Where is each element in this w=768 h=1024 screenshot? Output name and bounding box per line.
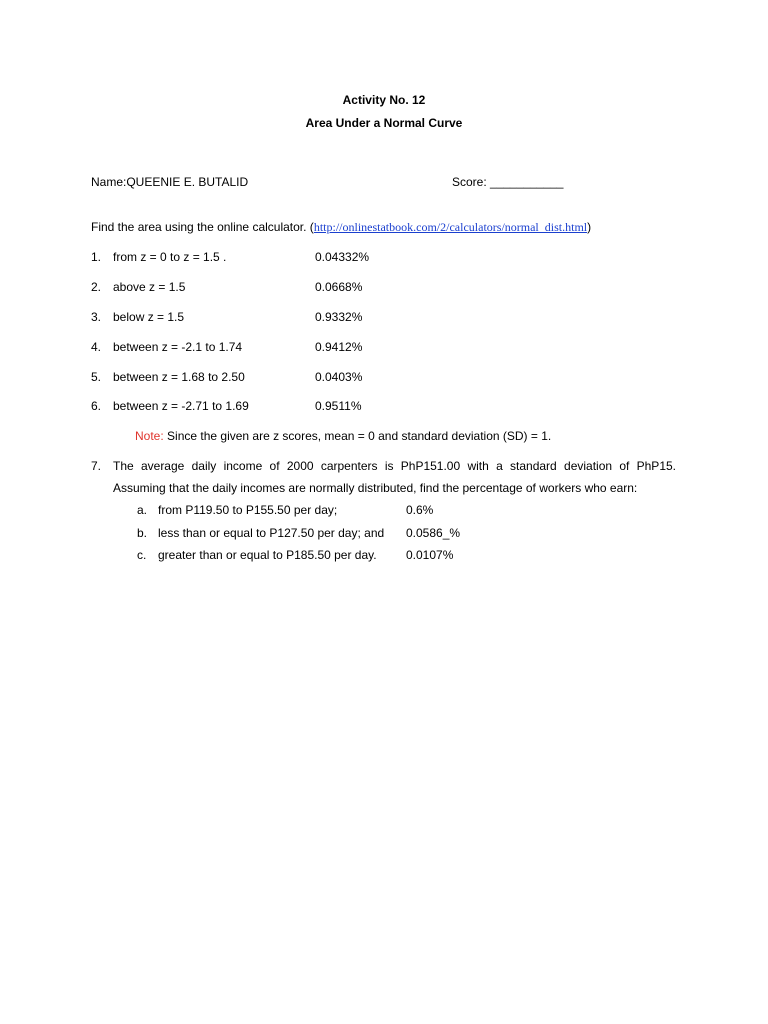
- item-6-answer: 0.9511%: [315, 399, 362, 413]
- item-2-answer: 0.0668%: [315, 280, 363, 294]
- name-line: [91, 175, 248, 189]
- name-label: Name:: [91, 175, 127, 189]
- note-text: Since the given are z scores, mean = 0 and standard deviation (SD) = 1.: [163, 429, 552, 443]
- item-1-answer: 0.04332%: [315, 250, 370, 264]
- item-4-answer: 0.9412%: [315, 340, 363, 354]
- score-label: Score:: [452, 175, 487, 189]
- activity-subtitle: Area Under a Normal Curve: [305, 116, 463, 130]
- item-2-number: 2.: [91, 280, 102, 294]
- item-5-question: between z = 1.68 to 2.50: [113, 370, 245, 384]
- subitem-a-letter: a.: [137, 503, 148, 517]
- item-6-number: 6.: [91, 399, 102, 413]
- instruction-close: ): [587, 220, 592, 234]
- item-4-number: 4.: [91, 340, 102, 354]
- subitem-a-text: from P119.50 to P155.50 per day;: [158, 503, 338, 517]
- item-7-line2: Assuming that the daily incomes are normally distributed, find the percentage of workers who earn:: [113, 481, 638, 495]
- item-2-question: above z = 1.5: [113, 280, 186, 294]
- item-7-line1: The average daily income of 2000 carpenters is PhP151.00 with a standard deviation of PhP15.: [113, 459, 676, 473]
- item-3-answer: 0.9332%: [315, 310, 363, 324]
- activity-title: Activity No. 12: [342, 93, 426, 107]
- item-3-number: 3.: [91, 310, 102, 324]
- note-line: [135, 429, 551, 443]
- item-4-question: between z = -2.1 to 1.74: [113, 340, 243, 354]
- calculator-link[interactable]: http://onlinestatbook.com/2/calculators/normal_dist.html: [313, 220, 588, 234]
- score-line: [452, 175, 563, 189]
- item-1-question: from z = 0 to z = 1.5 .: [113, 250, 227, 264]
- score-blank: ___________: [490, 175, 564, 189]
- subitem-c-text: greater than or equal to P185.50 per day.: [158, 548, 377, 562]
- subitem-b-text: less than or equal to P127.50 per day; and: [158, 526, 385, 540]
- subitem-b-letter: b.: [137, 526, 148, 540]
- note-label: Note:: [135, 429, 164, 443]
- item-1-number: 1.: [91, 250, 102, 264]
- item-3-question: below z = 1.5: [113, 310, 185, 324]
- instruction-line: [91, 220, 591, 235]
- subitem-a-answer: 0.6%: [406, 503, 434, 517]
- instruction-text: Find the area using the online calculator. (: [91, 220, 314, 234]
- name-value: QUEENIE E. BUTALID: [126, 175, 249, 189]
- subitem-c-answer: 0.0107%: [406, 548, 454, 562]
- item-6-question: between z = -2.71 to 1.69: [113, 399, 249, 413]
- item-7-number: 7.: [91, 459, 102, 473]
- subitem-b-answer: 0.0586_%: [406, 526, 461, 540]
- item-5-number: 5.: [91, 370, 102, 384]
- item-5-answer: 0.0403%: [315, 370, 363, 384]
- subitem-c-letter: c.: [137, 548, 147, 562]
